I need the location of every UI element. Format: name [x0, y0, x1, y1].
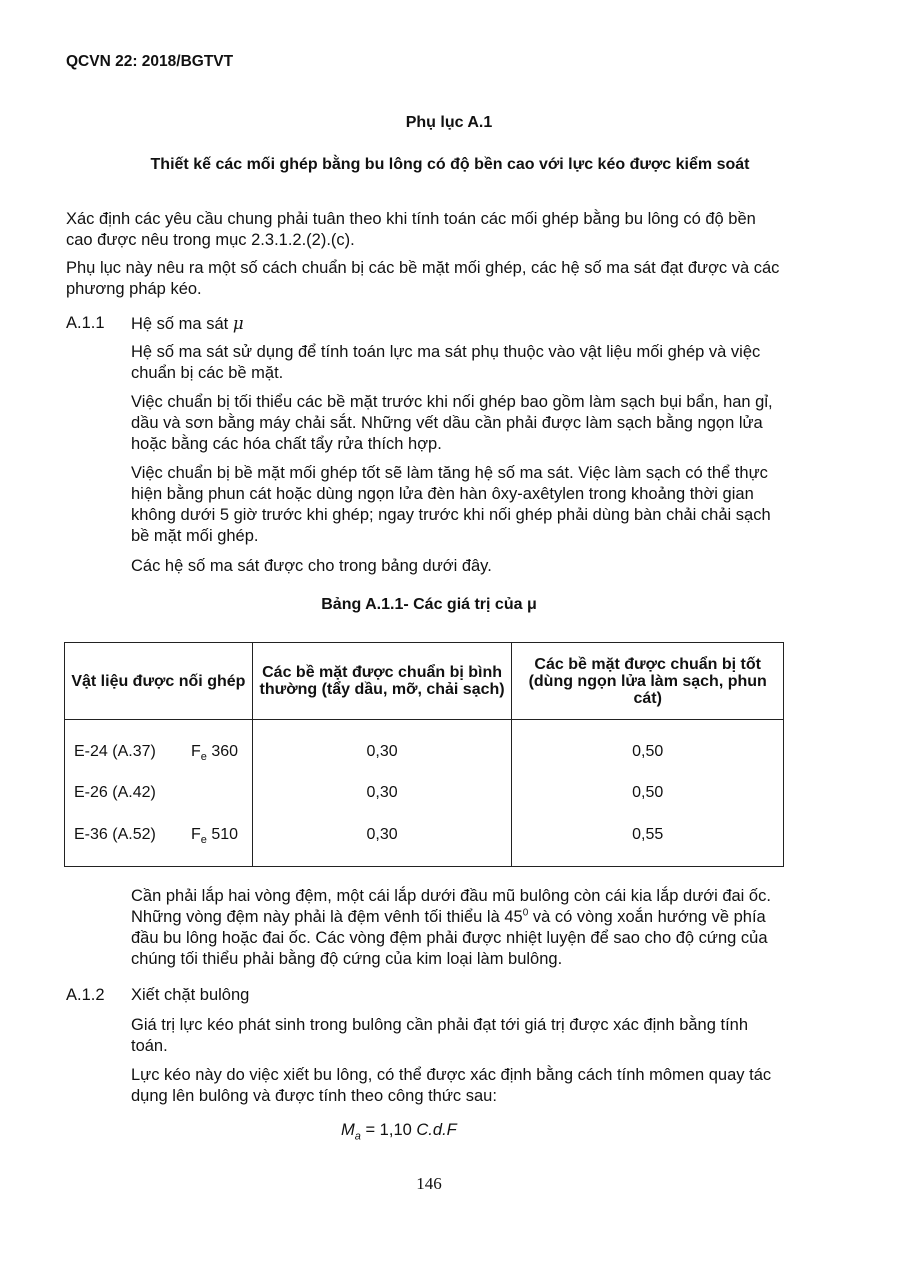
appendix-title: Thiết kế các mối ghép bằng bu lông có độ bền cao với lực kéo được kiểm soát	[150, 156, 750, 173]
paragraph: Giá trị lực kéo phát sinh trong bulông cần phải đạt tới giá trị được xác định bằng tính toán.	[131, 1016, 749, 1055]
good-prep-value: 0,55	[512, 814, 784, 867]
material-cell	[65, 772, 253, 814]
good-prep-value: 0,50	[512, 772, 784, 814]
good-prep-value: 0,50	[512, 720, 784, 773]
material-name: E-26 (A.42)	[74, 784, 156, 801]
section-title-text: Hệ số ma sát	[131, 315, 229, 333]
section-number: A.1.2	[66, 986, 105, 1004]
normal-prep-value: 0,30	[252, 772, 512, 814]
mu-symbol: μ	[232, 314, 244, 333]
material-cell	[65, 814, 253, 867]
washer-paragraph: Cần phải lắp hai vòng đệm, một cái lắp dưới đầu mũ bulông còn cái kia lắp dưới đai ốc. Những vòng đệm này phải là đệm vênh tối thiểu là $45^0$ và có vòng xoắn hướng về phía đầu bu lông hoặc đai ốc. Các vòng đệm phải được nhiệt luyện để sao cho độ cứng của chúng tối thiểu phải bằng độ cứng của kim loại làm bulông.	[131, 887, 771, 968]
appendix-label: Phụ lục A.1	[405, 114, 493, 131]
section-title	[131, 314, 244, 334]
torque-formula: $M_a = 1,10$ C.d.F	[341, 1121, 457, 1143]
material-name: E-24 (A.37)	[74, 743, 156, 760]
paragraph: Lực kéo này do việc xiết bu lông, có thể được xác định bằng cách tính mômen quay tác dụng lên bulông và được tính theo công thức sau:	[131, 1066, 772, 1105]
table-row	[65, 720, 784, 773]
column-header-normal-prep: Các bề mặt được chuẩn bị bình thường (tẩy dầu, mỡ, chải sạch)	[252, 643, 512, 720]
material-name: E-36 (A.52)	[74, 826, 156, 843]
column-header-material: Vật liệu được nối ghép	[65, 643, 253, 720]
paragraph: Các hệ số ma sát được cho trong bảng dưới đây.	[131, 557, 492, 575]
normal-prep-value: 0,30	[252, 720, 512, 773]
column-header-good-prep: Các bề mặt được chuẩn bị tốt (dùng ngọn lửa làm sạch, phun cát)	[512, 643, 784, 720]
table-row	[65, 814, 784, 867]
table-header-row	[65, 643, 784, 720]
intro-paragraph-1: Xác định các yêu cầu chung phải tuân theo khi tính toán các mối ghép bằng bu lông có độ bền cao được nêu trong mục 2.3.1.2.(2).(c).	[66, 210, 756, 249]
document-code-header: QCVN 22: 2018/BGTVT	[66, 53, 234, 70]
steel-grade: $F_e$ 510	[191, 826, 239, 847]
page-number: 146	[416, 1174, 442, 1193]
section-number: A.1.1	[66, 314, 105, 332]
normal-prep-value: 0,30	[252, 814, 512, 867]
section-title: Xiết chặt bulông	[131, 986, 250, 1004]
table-caption: Bảng A.1.1- Các giá trị của μ	[321, 596, 537, 613]
steel-grade: $F_e$ 360	[191, 743, 239, 764]
friction-coefficient-table	[64, 642, 784, 867]
intro-paragraph-2: Phụ lục này nêu ra một số cách chuẩn bị các bề mặt mối ghép, các hệ số ma sát đạt được và các phương pháp kéo.	[66, 259, 780, 298]
table-row	[65, 772, 784, 814]
paragraph: Hệ số ma sát sử dụng để tính toán lực ma sát phụ thuộc vào vật liệu mối ghép và việc chuẩn bị các bề mặt.	[131, 343, 761, 382]
paragraph: Việc chuẩn bị tối thiểu các bề mặt trước khi nối ghép bao gồm làm sạch bụi bẩn, han gỉ, dầu và sơn bằng máy chải sắt. Những vết dầu cần phải được làm sạch bằng ngọn lửa hoặc bằng các hóa chất tẩy rửa thích hợp.	[131, 393, 773, 453]
paragraph: Việc chuẩn bị bề mặt mối ghép tốt sẽ làm tăng hệ số ma sát. Việc làm sạch có thể thực hiện bằng phun cát hoặc dùng ngọn lửa đèn hàn ôxy-axêtylen trong khoảng thời gian không dưới 5 giờ trước khi ghép; ngay trước khi nối ghép phải dùng bàn chải chải sạch bề mặt mối ghép.	[131, 464, 771, 545]
material-cell	[65, 720, 253, 773]
